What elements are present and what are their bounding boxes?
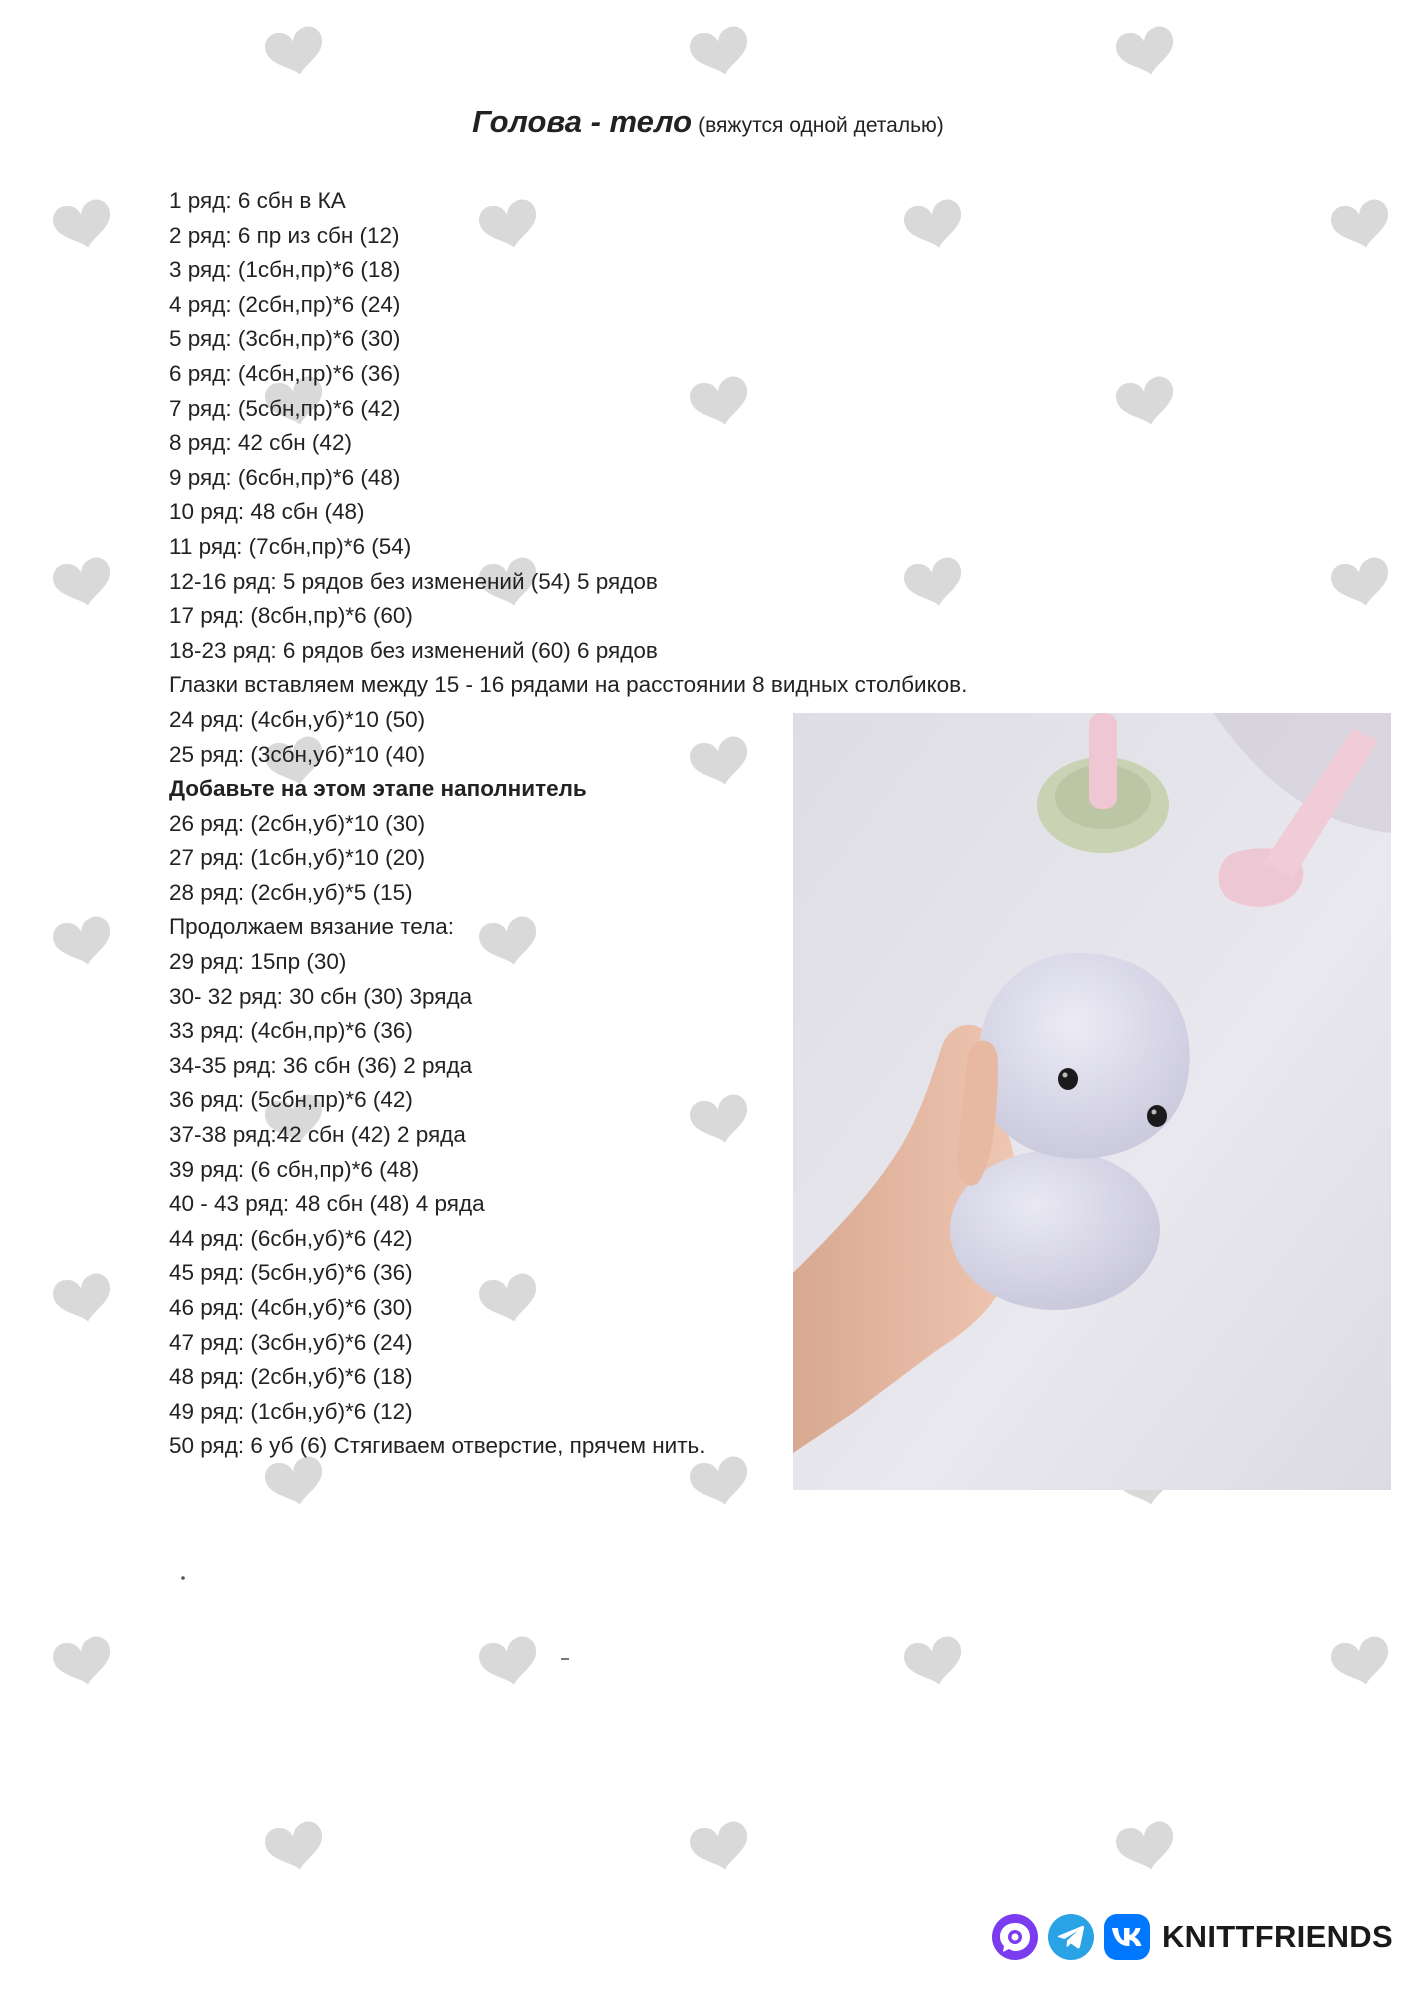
pattern-row: 46 ряд: (4сбн,уб)*6 (30) [169,1295,413,1320]
pattern-row: 29 ряд: 15пр (30) [169,949,347,975]
brand-name: KNITTFRIENDS [1162,1919,1393,1954]
pattern-row: 37-38 ряд:42 сбн (42) 2 ряда [169,1122,466,1148]
vk-icon[interactable] [1102,1912,1152,1962]
brand-footer [990,1910,1393,1964]
pattern-row: 40 - 43 ряд: 48 сбн (48) 4 ряда [169,1191,485,1217]
pattern-row: 24 ряд: (4сбн,уб)*10 (50) [169,706,426,732]
pattern-row: 50 ряд: 6 уб (6) Стягиваем отверстие, прячем нить. [169,1433,706,1459]
pattern-row: 47 ряд: (3сбн,уб)*6 (24) [169,1329,413,1355]
pattern-row: 26 ряд: (2сбн,уб)*10 (30) [169,810,426,836]
pattern-row: 48 ряд: (2сбн,уб)*6 (18) [169,1364,413,1390]
pattern-row: 33 ряд: (4сбн,пр)*6 (36) [169,1018,413,1044]
chat-bubble-icon[interactable] [990,1912,1040,1962]
pattern-row: 36 ряд: (5сбн,пр)*6 (42) [169,1087,413,1113]
pattern-row: 10 ряд: 48 сбн (48) [169,499,365,525]
pattern-row: 4 ряд: (2сбн,пр)*6 (24) [169,291,401,317]
title-note: (вяжутся одной деталью) [698,114,944,137]
stuffing-note: Добавьте на этом этапе наполнитель [169,776,587,802]
pattern-row: 44 ряд: (6сбн,уб)*6 (42) [169,1225,413,1251]
pattern-row: 2 ряд: 6 пр из сбн (12) [169,222,400,248]
pattern-row: 12-16 ряд: 5 рядов без изменений (54) 5 рядов [169,568,658,594]
title-main: Голова - тело [472,104,693,139]
pattern-row: 17 ряд: (8сбн,пр)*6 (60) [169,603,413,629]
pattern-row: 30- 32 ряд: 30 сбн (30) 3ряда [169,983,473,1009]
pattern-row: 34-35 ряд: 36 сбн (36) 2 ряда [169,1052,473,1078]
pattern-row: 18-23 ряд: 6 рядов без изменений (60) 6 рядов [169,637,658,663]
pattern-row: 9 ряд: (6сбн,пр)*6 (48) [169,464,401,490]
pattern-row: 39 ряд: (6 сбн,пр)*6 (48) [169,1156,420,1182]
pattern-row: 28 ряд: (2сбн,уб)*5 (15) [169,879,413,905]
pattern-row: 5 ряд: (3сбн,пр)*6 (30) [169,326,401,352]
pattern-row: 27 ряд: (1сбн,уб)*10 (20) [169,845,426,871]
pattern-row: 6 ряд: (4сбн,пр)*6 (36) [169,360,401,386]
pattern-row: Глазки вставляем между 15 - 16 рядами на расстоянии 8 видных столбиков. [169,672,968,698]
pattern-row: 45 ряд: (5сбн,уб)*6 (36) [169,1260,413,1286]
pattern-row: 7 ряд: (5сбн,пр)*6 (42) [169,395,401,421]
pattern-row: 1 ряд: 6 сбн в КА [169,188,346,213]
pattern-row: 3 ряд: (1сбн,пр)*6 (18) [169,257,401,283]
pattern-row: Продолжаем вязание тела: [169,914,454,940]
pattern-row: 25 ряд: (3сбн,уб)*10 (40) [169,741,426,767]
pattern-row: 49 ряд: (1сбн,уб)*6 (12) [169,1398,413,1424]
pattern-row: 8 ряд: 42 сбн (42) [169,430,352,456]
pattern-row: 11 ряд: (7сбн,пр)*6 (54) [169,533,412,559]
telegram-icon[interactable] [1046,1912,1096,1962]
